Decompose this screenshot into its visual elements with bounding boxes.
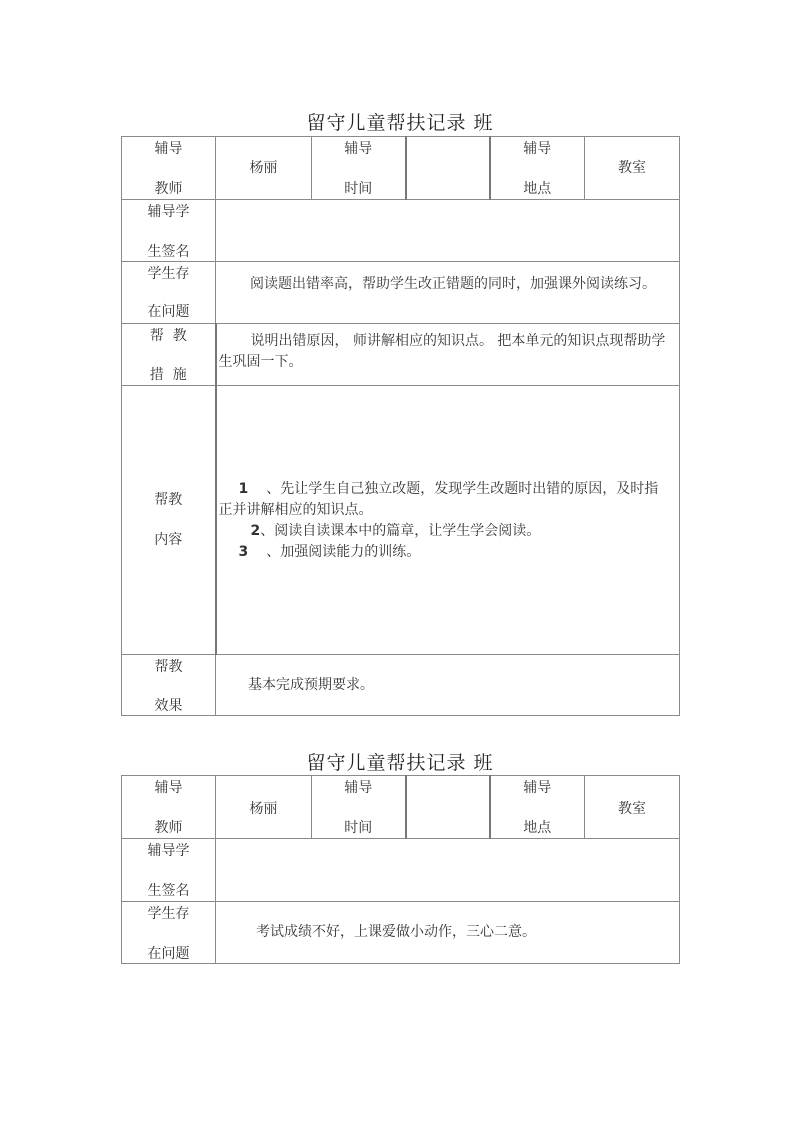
- problem-label-cell: [122, 262, 216, 324]
- problem-text: 阅读题出错率高，帮助学生改正错题的同时，加强课外阅读练习。: [250, 276, 656, 292]
- place-value: 教室: [618, 801, 646, 817]
- time-label-line2: 时间: [344, 181, 373, 197]
- teacher-label-line2: 教师: [154, 820, 183, 836]
- content-item-text: 、加强阅读能力的训练。: [266, 544, 421, 560]
- time-label-line1: 辅导: [344, 141, 373, 157]
- content-item-number: 3: [238, 544, 249, 560]
- student-sign-label-line1: 辅导学: [147, 204, 190, 220]
- problem-text: 考试成绩不好，上课爱做小动作，三心二意。: [256, 924, 536, 940]
- student-sign-label-cell: [122, 200, 216, 262]
- place-label-line1: 辅导: [523, 141, 552, 157]
- problem-text-cell: [216, 262, 680, 324]
- student-sign-row: [122, 200, 680, 262]
- problem-label-line2: 在问题: [147, 304, 190, 320]
- content-item-text: 、阅读自读课本中的篇章，让学生学会阅读。: [260, 523, 541, 539]
- content-row: [122, 386, 680, 655]
- effect-label-line1: 帮教: [154, 659, 183, 675]
- place-label-cell: [490, 137, 585, 200]
- place-label-cell: [490, 776, 585, 839]
- measures-text-cell: [216, 324, 680, 386]
- content-text-cell: [216, 386, 680, 655]
- effect-label-line2: 效果: [154, 698, 183, 714]
- record-title: 留守儿童帮扶记录 班: [306, 112, 494, 134]
- problem-label-line1: 学生存: [147, 906, 190, 922]
- record-table: [121, 775, 680, 964]
- measures-label-line1: 帮 教: [149, 328, 187, 344]
- student-sign-label-line1: 辅导学: [147, 843, 190, 859]
- teacher-label-cell: [122, 776, 216, 839]
- teacher-name-cell: [216, 776, 312, 839]
- place-value: 教室: [618, 160, 646, 176]
- problem-row: [122, 262, 680, 324]
- content-label-line2: 内容: [154, 532, 183, 548]
- teacher-label-line1: 辅导: [154, 141, 183, 157]
- measures-label-cell: [122, 324, 216, 386]
- content-label-line1: 帮教: [154, 492, 183, 508]
- student-sign-label-cell: [122, 839, 216, 902]
- content-item-text: 、先让学生自己独立改题，发现学生改题时出错的原因，及时指正并讲解相应的知识点。: [218, 481, 659, 518]
- content-list: [217, 386, 680, 563]
- measures-text: 说明出错原因， 师讲解相应的知识点。 把本单元的知识点现帮助学生巩固一下。: [218, 333, 666, 370]
- time-value-cell: [406, 776, 490, 839]
- measures-row: [122, 324, 680, 386]
- content-item: [217, 479, 680, 521]
- student-sign-value-cell: [216, 839, 680, 902]
- record-title: 留守儿童帮扶记录 班: [306, 752, 494, 774]
- place-label-line2: 地点: [523, 820, 552, 836]
- problem-label-cell: [122, 902, 216, 964]
- time-label-cell: [312, 776, 406, 839]
- time-value-cell: [406, 137, 490, 200]
- student-sign-label-line2: 生签名: [147, 244, 190, 260]
- teacher-label-cell: [122, 137, 216, 200]
- record-table: [121, 136, 680, 716]
- teacher-name-cell: [216, 137, 312, 200]
- teacher-name: 杨丽: [249, 160, 278, 176]
- time-label-line1: 辅导: [344, 780, 373, 796]
- problem-label-line1: 学生存: [147, 266, 190, 282]
- content-item-number: 1: [238, 481, 249, 497]
- student-sign-value-cell: [216, 200, 680, 262]
- effect-row: [122, 655, 680, 716]
- teacher-label-line1: 辅导: [154, 780, 183, 796]
- time-label-line2: 时间: [344, 820, 373, 836]
- problem-label-line2: 在问题: [147, 946, 190, 962]
- place-value-cell: [585, 776, 680, 839]
- place-label-line2: 地点: [523, 181, 552, 197]
- content-item: [217, 521, 680, 542]
- problem-row: [122, 902, 680, 964]
- student-sign-row: [122, 839, 680, 902]
- teacher-label-line2: 教师: [154, 181, 183, 197]
- place-value-cell: [585, 137, 680, 200]
- time-label-cell: [312, 137, 406, 200]
- effect-text: 基本完成预期要求。: [248, 677, 374, 693]
- effect-label-cell: [122, 655, 216, 716]
- content-item-number: 2: [250, 523, 261, 539]
- teacher-name: 杨丽: [249, 801, 278, 817]
- header-row: [122, 776, 680, 839]
- measures-label-line2: 措 施: [149, 367, 187, 383]
- student-sign-label-line2: 生签名: [147, 883, 190, 899]
- effect-text-cell: [216, 655, 680, 716]
- place-label-line1: 辅导: [523, 780, 552, 796]
- content-item: [217, 542, 680, 563]
- problem-text-cell: [216, 902, 680, 964]
- header-row: [122, 137, 680, 200]
- content-label-cell: [122, 386, 216, 655]
